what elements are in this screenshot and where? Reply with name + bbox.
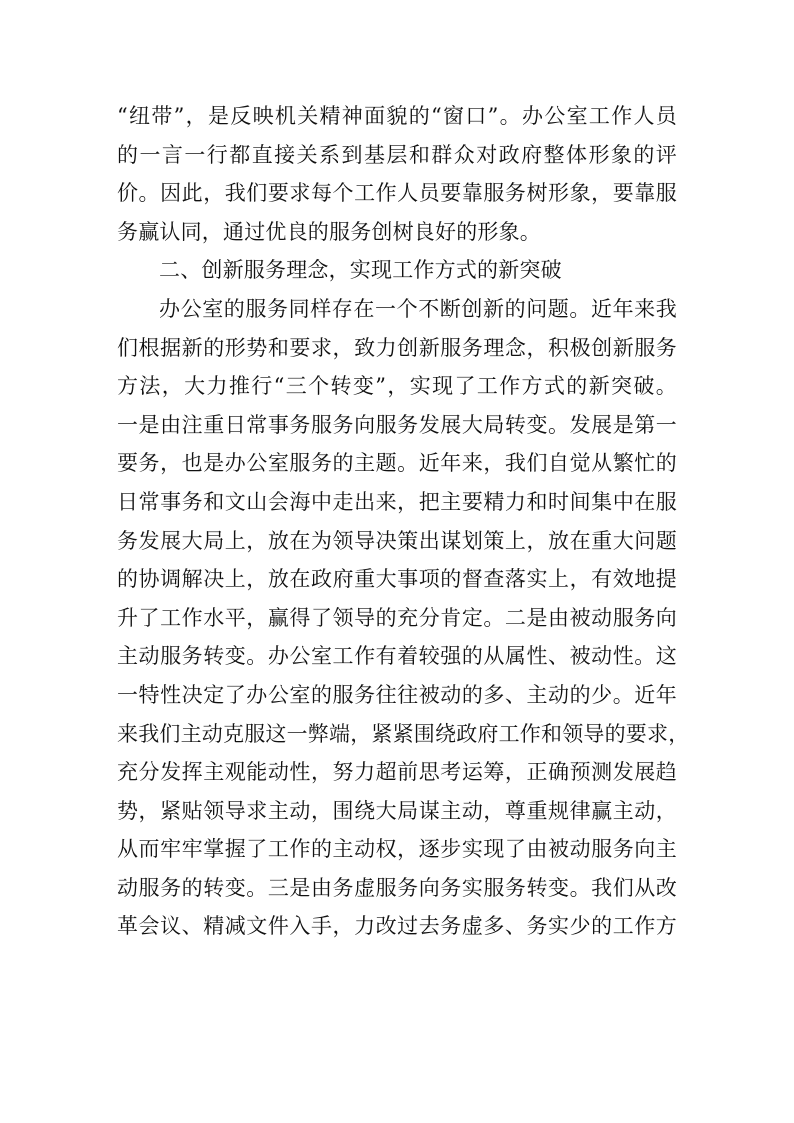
- text-line: 来我们主动克服这一弊端，紧紧围绕政府工作和领导的要求，: [117, 721, 690, 746]
- text-line: 们根据新的形势和要求，致力创新服务理念，积极创新服务: [117, 335, 677, 360]
- text-line: 充分发挥主观能动性，努力超前思考运筹，正确预测发展趋: [117, 760, 677, 785]
- text-line: 务赢认同，通过优良的服务创树良好的形象。: [117, 219, 541, 244]
- text-line: “纽带”，是反映机关精神面貌的“窗口”。办公室工作人员: [117, 104, 677, 128]
- text-line: 方法，大力推行“三个转变”，实现了工作方式的新突破。: [117, 374, 677, 399]
- document-page: [117, 97, 690, 946]
- text-line: 的协调解决上，放在政府重大事项的督查落实上，有效地提: [117, 567, 677, 592]
- text-line: 动服务的转变。三是由务虚服务向务实服务转变。我们从改: [117, 875, 677, 900]
- text-line: 办公室的服务同样存在一个不断创新的问题。近年来我: [159, 296, 677, 321]
- text-line: 主动服务转变。办公室工作有着较强的从属性、被动性。这: [117, 644, 677, 669]
- text-line: 务发展大局上，放在为领导决策出谋划策上，放在重大问题: [117, 528, 677, 553]
- text-line: 升了工作水平，赢得了领导的充分肯定。二是由被动服务向: [117, 605, 677, 630]
- text-line: 革会议、精减文件入手，力改过去务虚多、务实少的工作方: [117, 914, 677, 939]
- text-line: 价。因此，我们要求每个工作人员要靠服务树形象，要靠服: [117, 181, 677, 206]
- text-line: 一是由注重日常事务服务向服务发展大局转变。发展是第一: [117, 412, 677, 437]
- section-heading: 二、创新服务理念，实现工作方式的新突破: [159, 258, 562, 283]
- text-line: 势，紧贴领导求主动，围绕大局谋主动，尊重规律赢主动，: [117, 798, 677, 823]
- text-line: 从而牢牢掌握了工作的主动权，逐步实现了由被动服务向主: [117, 837, 677, 862]
- text-line: 的一言一行都直接关系到基层和群众对政府整体形象的评: [117, 142, 677, 167]
- text-line: 一特性决定了办公室的服务往往被动的多、主动的少。近年: [117, 682, 677, 707]
- text-line: 日常事务和文山会海中走出来，把主要精力和时间集中在服: [117, 489, 677, 514]
- text-line: 要务，也是办公室服务的主题。近年来，我们自觉从繁忙的: [117, 451, 677, 476]
